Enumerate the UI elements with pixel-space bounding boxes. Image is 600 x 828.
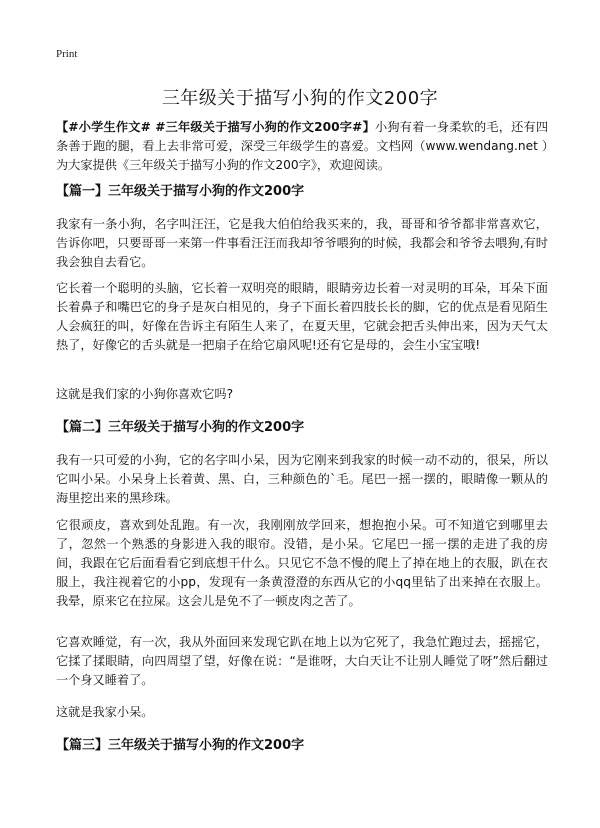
section-1-paragraph-1 xyxy=(56,215,548,272)
section-1-paragraph-3 xyxy=(56,385,548,404)
intro-tags: 【#小学生作文# #三年级关于描写小狗的作文200字#】 xyxy=(56,120,375,134)
page-title: 三年级关于描写小狗的作文200字 xyxy=(161,88,439,109)
section-heading: 【篇一】三年级关于描写小狗的作文200字 xyxy=(56,184,305,199)
paragraph: 我有一只可爱的小狗，它的名字叫小呆，因为它刚来到我家的时候一动不动的，很呆，所以它叫小呆。小呆身上长着黄、黑、白，三种颜色的`毛。尾巴一摇一摆的，眼睛像一颗从的海里挖出来的黑珍珠。 xyxy=(56,453,548,505)
section-1-paragraph-2 xyxy=(56,279,548,355)
intro-text: 小狗有着一身柔软的毛，还有四条善于跑的腿，看上去非常可爱，深受三年级学生的喜爱。文档网（www.wendang.net ）为大家提供《三年级关于描写小狗的作文200字》，欢迎阅读。 xyxy=(56,120,549,172)
section-2-heading-block xyxy=(56,418,548,437)
section-3-heading-block xyxy=(56,736,548,755)
paragraph: 它长着一个聪明的头脑，它长着一双明亮的眼睛，眼睛旁边长着一对灵明的耳朵，耳朵下面长着鼻子和嘴巴它的身子是灰白相见的，身子下面长着四肢长长的脚，它的优点是看见陌生人会疯狂的叫，好像在告诉主有陌生人来了，在夏天里，它就会把舌头伸出来，因为天气太热了，好像它的舌头就是一把扇子在给它扇风呢!还有它是母的，会生小宝宝哦! xyxy=(56,281,548,352)
paragraph: 我家有一条小狗，名字叫汪汪，它是我大伯伯给我买来的，我，哥哥和爷爷都非常喜欢它，告诉你吧，只要哥哥一来第一件事看汪汪而我却爷爷喂狗的时候，我都会和爷爷去喂狗,有时我会独自去看它。 xyxy=(56,217,548,269)
print-label: Print xyxy=(56,48,78,60)
section-1-heading-block xyxy=(56,182,548,201)
paragraph: 这就是我们家的小狗你喜欢它吗? xyxy=(56,387,234,401)
paragraph: 它喜欢睡觉，有一次，我从外面回来发现它趴在地上以为它死了，我急忙跑过去，摇摇它，它揉了揉眼睛，向四周望了望，好像在说：“是谁呀，大白天让不让别人睡觉了呀”然后翻过一个身又睡着了。 xyxy=(56,635,548,687)
section-heading: 【篇二】三年级关于描写小狗的作文200字 xyxy=(56,420,305,435)
section-heading: 【篇三】三年级关于描写小狗的作文200字 xyxy=(56,738,305,753)
section-2-paragraph-2 xyxy=(56,516,548,611)
section-2-paragraph-1 xyxy=(56,451,548,508)
paragraph: 这就是我家小呆。 xyxy=(56,705,154,719)
paragraph: 它很顽皮，喜欢到处乱跑。有一次，我刚刚放学回来，想抱抱小呆。可不知道它到哪里去了，忽然一个熟悉的身影进入我的眼帘。没错，是小呆。它尾巴一摇一摆的走进了我的房间，我跟在它后面看看它到底想干什么。只见它不急不慢的爬上了掉在地上的衣服，趴在衣服上，我注视着它的小pp，发现有一条黄澄澄的东西从它的小qq里钻了出来掉在衣服上。我晕，原来它在拉屎。这会儿是免不了一顿皮肉之苦了。 xyxy=(56,518,548,608)
section-2-paragraph-3 xyxy=(56,633,548,690)
intro-block xyxy=(56,118,548,175)
section-2-paragraph-4 xyxy=(56,703,548,722)
